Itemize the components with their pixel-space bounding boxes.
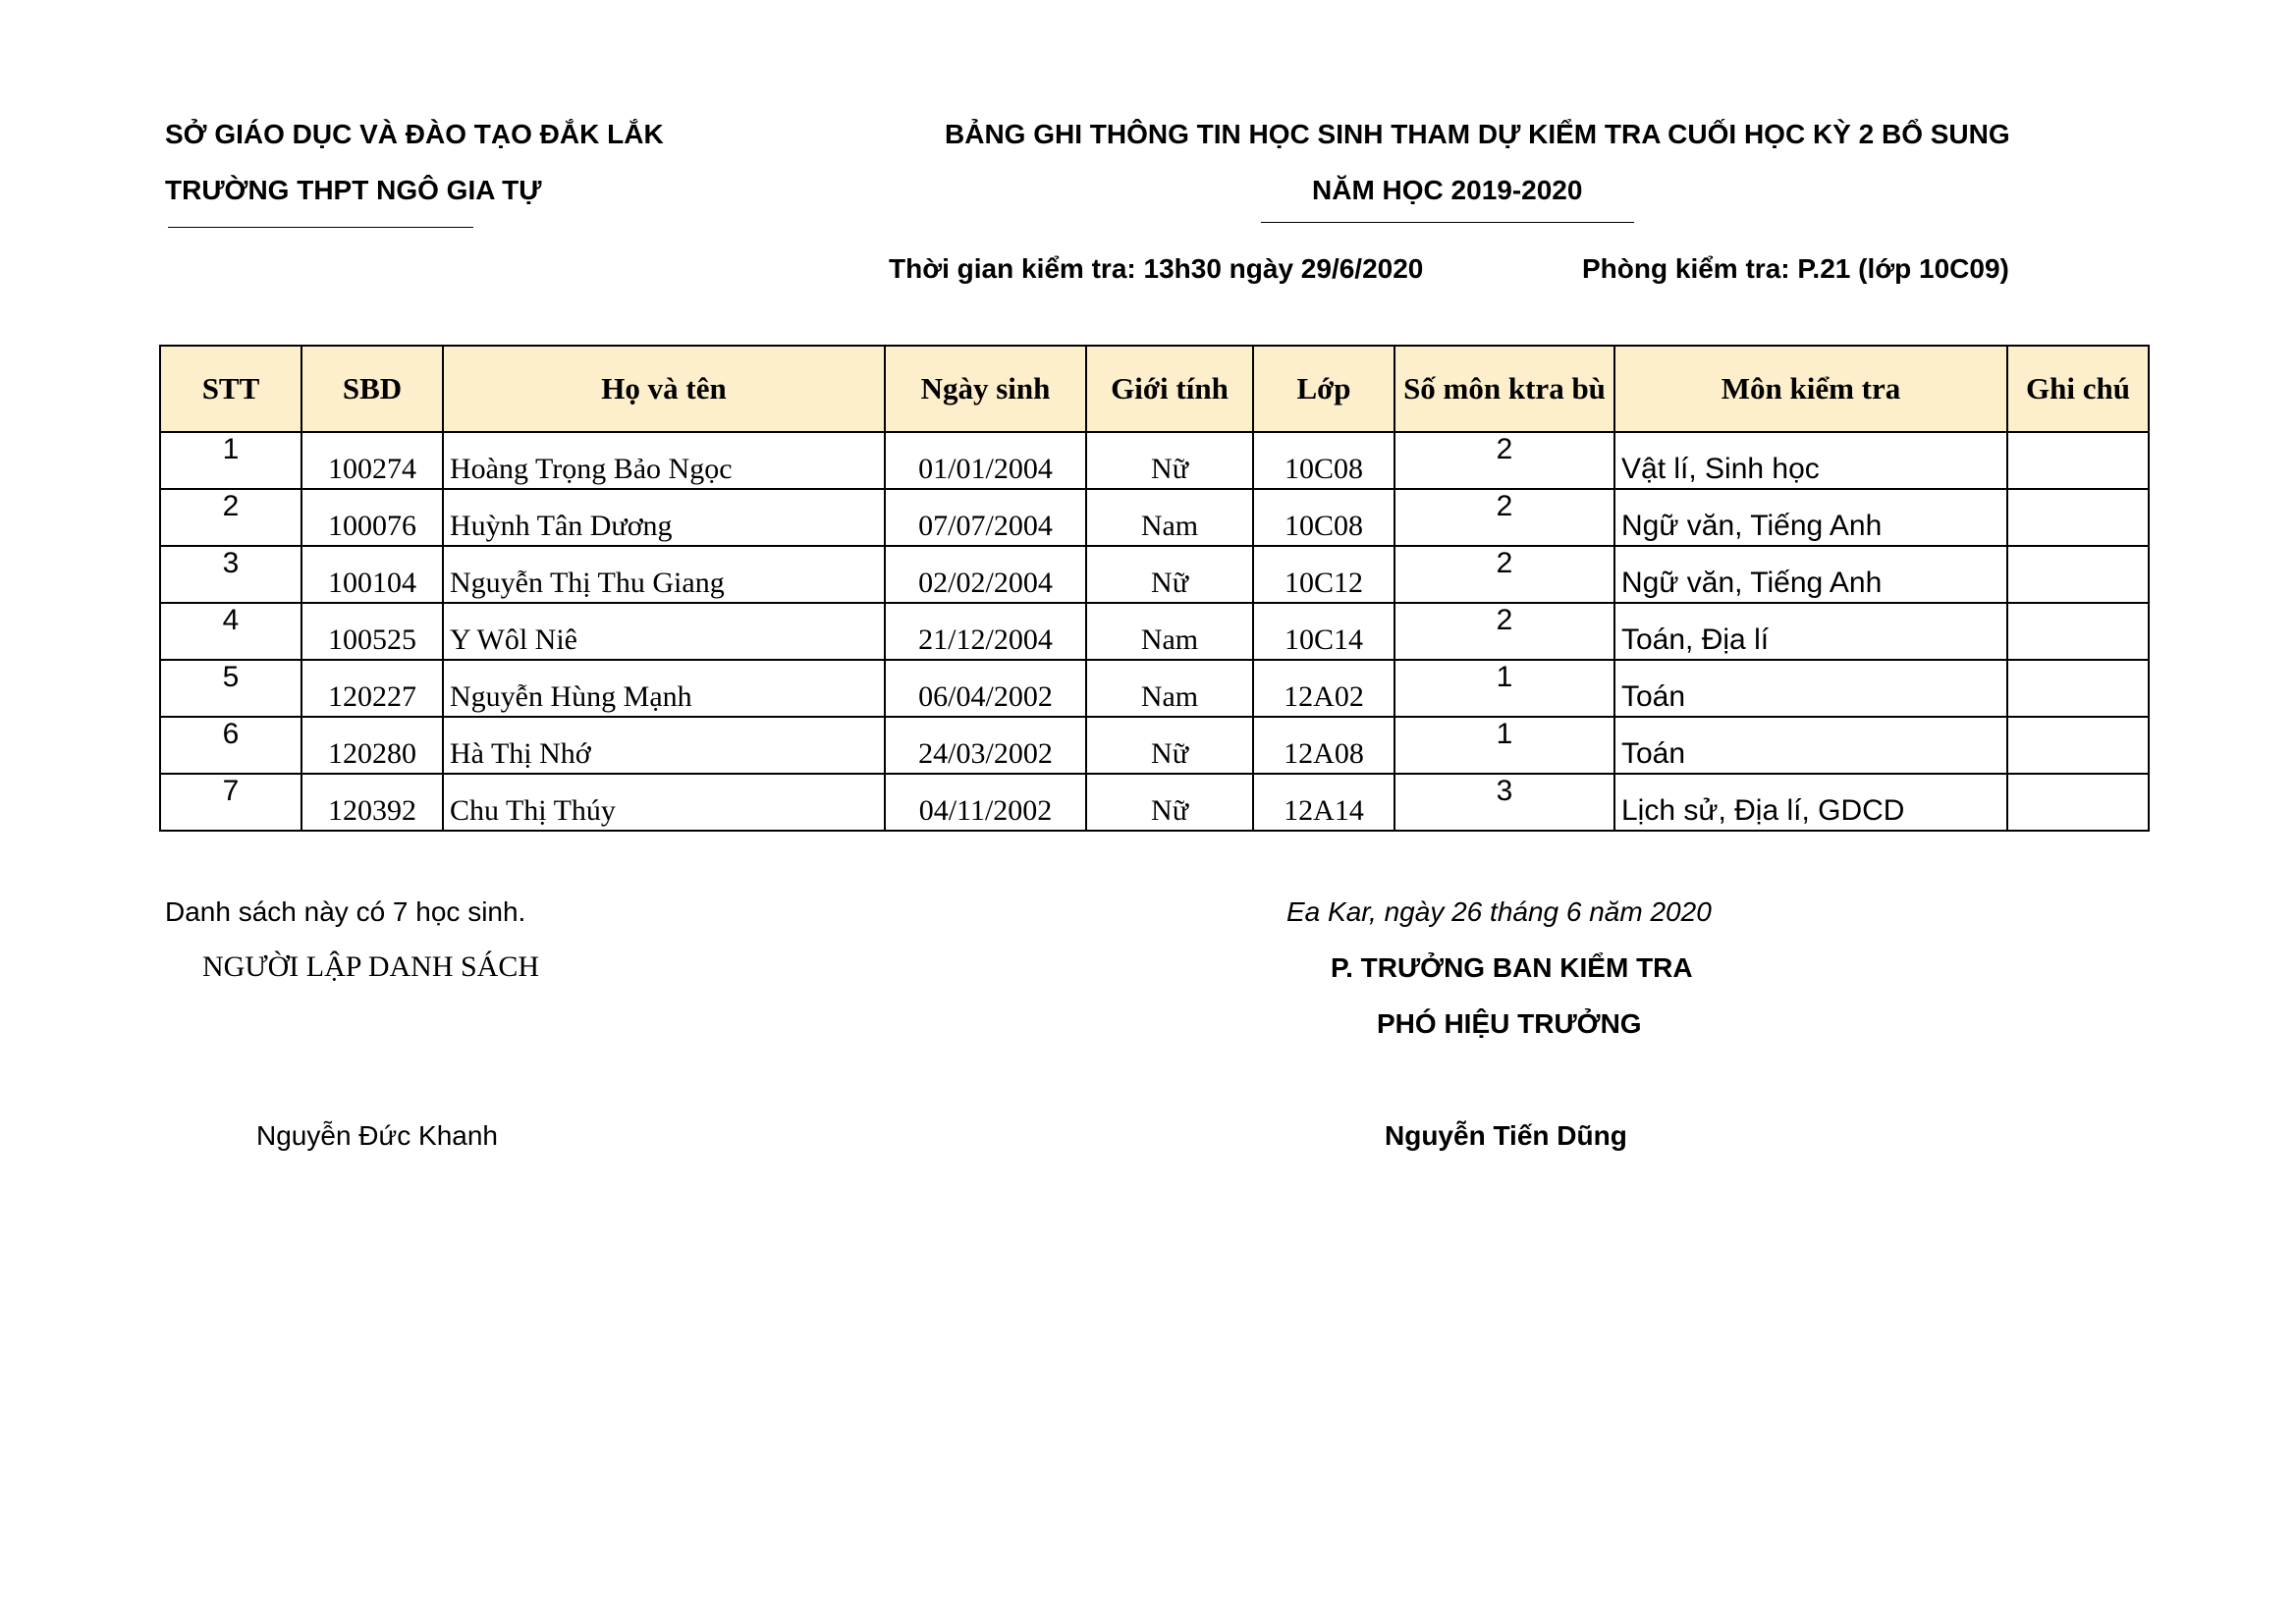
- cell-birth-date: 07/07/2004: [885, 489, 1086, 546]
- cell-stt: 7: [160, 774, 301, 831]
- cell-full-name: Hà Thị Nhớ: [443, 717, 885, 774]
- cell-full-name: Huỳnh Tân Dương: [443, 489, 885, 546]
- col-header-notes: Ghi chú: [2007, 346, 2149, 432]
- cell-birth-date: 24/03/2002: [885, 717, 1086, 774]
- cell-subjects: Ngữ văn, Tiếng Anh: [1614, 546, 2007, 603]
- approver-title-2: PHÓ HIỆU TRƯỞNG: [1377, 1008, 1642, 1039]
- cell-subject-count: 1: [1394, 660, 1614, 717]
- cell-stt: 6: [160, 717, 301, 774]
- table-row: [160, 603, 2149, 660]
- title-underline: [1261, 222, 1634, 223]
- approver-title-1: P. TRƯỞNG BAN KIỂM TRA: [1331, 952, 1693, 983]
- table-row: [160, 717, 2149, 774]
- cell-notes: [2007, 774, 2149, 831]
- col-header-sbd: SBD: [301, 346, 443, 432]
- place-date: Ea Kar, ngày 26 tháng 6 năm 2020: [1286, 896, 1712, 927]
- cell-subjects: Toán: [1614, 717, 2007, 774]
- cell-birth-date: 04/11/2002: [885, 774, 1086, 831]
- exam-time: Thời gian kiểm tra: 13h30 ngày 29/6/2020: [889, 253, 1424, 284]
- cell-birth-date: 21/12/2004: [885, 603, 1086, 660]
- cell-sbd: 120392: [301, 774, 443, 831]
- table-row: [160, 774, 2149, 831]
- cell-stt: 2: [160, 489, 301, 546]
- cell-notes: [2007, 546, 2149, 603]
- cell-gender: Nữ: [1086, 546, 1253, 603]
- col-header-full-name: Họ và tên: [443, 346, 885, 432]
- school-year: NĂM HỌC 2019-2020: [1312, 175, 1583, 205]
- cell-sbd: 120280: [301, 717, 443, 774]
- cell-gender: Nam: [1086, 489, 1253, 546]
- cell-notes: [2007, 603, 2149, 660]
- exam-room: Phòng kiểm tra: P.21 (lớp 10C09): [1582, 253, 2009, 284]
- cell-stt: 4: [160, 603, 301, 660]
- cell-subject-count: 1: [1394, 717, 1614, 774]
- cell-birth-date: 01/01/2004: [885, 432, 1086, 489]
- cell-subject-count: 2: [1394, 489, 1614, 546]
- table-row: [160, 660, 2149, 717]
- cell-full-name: Nguyễn Hùng Mạnh: [443, 660, 885, 717]
- preparer-name: Nguyễn Đức Khanh: [256, 1120, 498, 1151]
- cell-subjects: Vật lí, Sinh học: [1614, 432, 2007, 489]
- cell-stt: 5: [160, 660, 301, 717]
- cell-subject-count: 3: [1394, 774, 1614, 831]
- cell-subject-count: 2: [1394, 603, 1614, 660]
- cell-class: 10C08: [1253, 489, 1394, 546]
- cell-sbd: 100076: [301, 489, 443, 546]
- cell-sbd: 120227: [301, 660, 443, 717]
- table-row: [160, 432, 2149, 489]
- document-title: BẢNG GHI THÔNG TIN HỌC SINH THAM DỰ KIỂM TRA CUỐI HỌC KỲ 2 BỔ SUNG: [945, 119, 2010, 149]
- cell-sbd: 100104: [301, 546, 443, 603]
- school-underline: [168, 227, 473, 228]
- col-header-class: Lớp: [1253, 346, 1394, 432]
- cell-sbd: 100525: [301, 603, 443, 660]
- cell-gender: Nữ: [1086, 432, 1253, 489]
- cell-subject-count: 2: [1394, 546, 1614, 603]
- cell-gender: Nam: [1086, 603, 1253, 660]
- cell-class: 10C08: [1253, 432, 1394, 489]
- department-name: SỞ GIÁO DỤC VÀ ĐÀO TẠO ĐẮK LẮK: [165, 119, 664, 149]
- cell-full-name: Chu Thị Thúy: [443, 774, 885, 831]
- col-header-gender: Giới tính: [1086, 346, 1253, 432]
- cell-gender: Nam: [1086, 660, 1253, 717]
- cell-subjects: Lịch sử, Địa lí, GDCD: [1614, 774, 2007, 831]
- table-row: [160, 546, 2149, 603]
- col-header-subjects: Môn kiểm tra: [1614, 346, 2007, 432]
- cell-full-name: Y Wôl Niê: [443, 603, 885, 660]
- cell-full-name: Nguyễn Thị Thu Giang: [443, 546, 885, 603]
- col-header-birth-date: Ngày sinh: [885, 346, 1086, 432]
- cell-class: 10C12: [1253, 546, 1394, 603]
- cell-stt: 1: [160, 432, 301, 489]
- cell-subjects: Ngữ văn, Tiếng Anh: [1614, 489, 2007, 546]
- approver-name: Nguyễn Tiến Dũng: [1385, 1120, 1627, 1151]
- cell-class: 12A02: [1253, 660, 1394, 717]
- student-count-note: Danh sách này có 7 học sinh.: [165, 896, 526, 927]
- col-header-subject-count: Số môn ktra bù: [1394, 346, 1614, 432]
- preparer-title: NGƯỜI LẬP DANH SÁCH: [202, 950, 540, 983]
- cell-stt: 3: [160, 546, 301, 603]
- cell-subjects: Toán: [1614, 660, 2007, 717]
- cell-gender: Nữ: [1086, 717, 1253, 774]
- cell-notes: [2007, 660, 2149, 717]
- cell-subjects: Toán, Địa lí: [1614, 603, 2007, 660]
- cell-class: 10C14: [1253, 603, 1394, 660]
- cell-birth-date: 02/02/2004: [885, 546, 1086, 603]
- school-name: TRƯỜNG THPT NGÔ GIA TỰ: [165, 175, 542, 205]
- cell-notes: [2007, 717, 2149, 774]
- cell-class: 12A08: [1253, 717, 1394, 774]
- cell-subject-count: 2: [1394, 432, 1614, 489]
- col-header-stt: STT: [160, 346, 301, 432]
- cell-birth-date: 06/04/2002: [885, 660, 1086, 717]
- cell-notes: [2007, 489, 2149, 546]
- cell-class: 12A14: [1253, 774, 1394, 831]
- table-header-row: [160, 346, 2149, 432]
- cell-full-name: Hoàng Trọng Bảo Ngọc: [443, 432, 885, 489]
- student-table: [159, 345, 2150, 832]
- cell-notes: [2007, 432, 2149, 489]
- cell-sbd: 100274: [301, 432, 443, 489]
- cell-gender: Nữ: [1086, 774, 1253, 831]
- table-row: [160, 489, 2149, 546]
